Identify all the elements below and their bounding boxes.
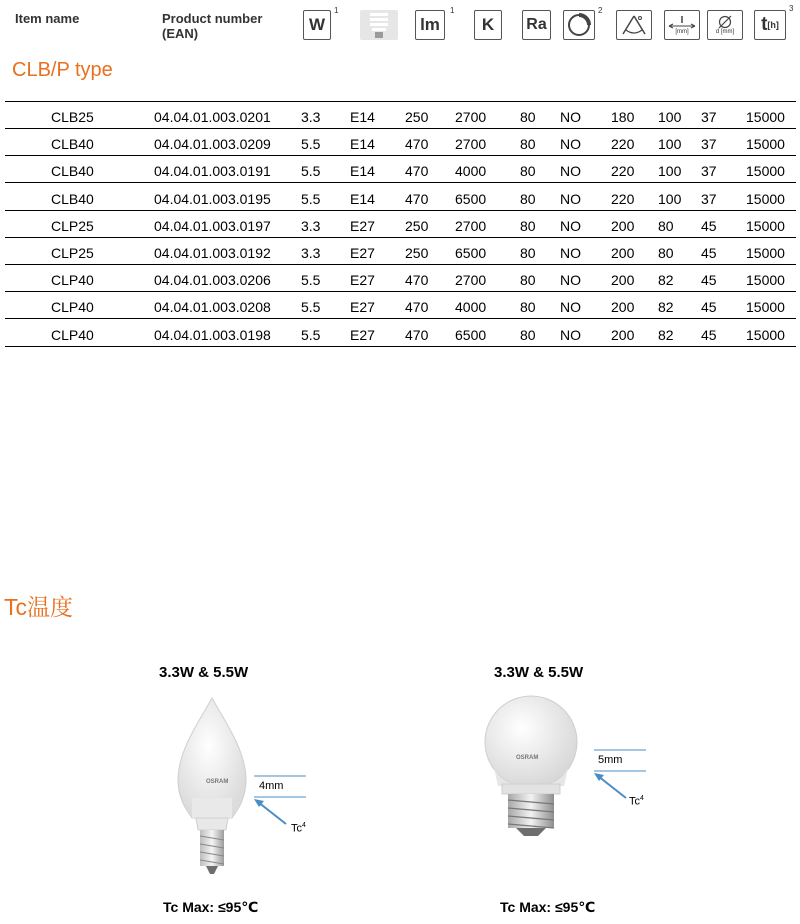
length-cell: 82 xyxy=(658,272,674,289)
watt-cell: 5.5 xyxy=(301,326,321,343)
base-cell: E27 xyxy=(350,245,375,261)
ra-cell: 80 xyxy=(520,326,536,343)
distance-label-ball: 5mm xyxy=(598,754,623,766)
diameter-cell: 45 xyxy=(701,272,717,289)
item-name-cell: CLB40 xyxy=(51,163,94,180)
length-cell: 80 xyxy=(658,245,674,261)
diameter-cell: 37 xyxy=(701,109,717,125)
kelvin-cell: 4000 xyxy=(455,299,487,316)
base-cell: E27 xyxy=(350,299,375,316)
length-cell: 100 xyxy=(658,109,682,125)
section-title-tc: Tc温度 xyxy=(4,594,73,620)
lifetime-cell: 15000 xyxy=(746,190,785,207)
ean-cell: 04.04.01.003.0197 xyxy=(154,217,271,234)
diameter-cell: 45 xyxy=(701,217,717,234)
table-row xyxy=(5,211,796,238)
length-cell: 100 xyxy=(658,190,682,207)
beam-angle-cell: 220 xyxy=(611,163,635,180)
tc-max-candle: Tc Max: ≤95℃ xyxy=(163,899,259,915)
kelvin-cell: 6500 xyxy=(455,326,487,343)
lumen-cell: 470 xyxy=(405,326,429,343)
table-row xyxy=(5,320,796,347)
item-name-cell: CLB25 xyxy=(51,109,94,125)
lumen-cell: 470 xyxy=(405,163,429,180)
table-row xyxy=(5,156,796,183)
item-name-header: Item name xyxy=(15,11,80,26)
base-cell: E27 xyxy=(350,326,375,343)
brand-logo-candle: OSRAM xyxy=(206,779,229,785)
lumen-cell: 470 xyxy=(405,190,429,207)
lumen-icon: lm xyxy=(415,10,445,40)
watt-cell: 3.3 xyxy=(301,245,321,261)
kelvin-cell: 2700 xyxy=(455,109,487,125)
watt-cell: 5.5 xyxy=(301,190,321,207)
lumen-cell: 470 xyxy=(405,272,429,289)
lumen-cell: 250 xyxy=(405,217,429,234)
beam-angle-icon xyxy=(616,10,652,40)
item-name-cell: CLP40 xyxy=(51,299,94,316)
table-row xyxy=(5,238,796,265)
lifetime-cell: 15000 xyxy=(746,326,785,343)
ean-cell: 04.04.01.003.0191 xyxy=(154,163,271,180)
dimmable-cell: NO xyxy=(560,217,581,234)
dimmable-cell: NO xyxy=(560,272,581,289)
dimmable-footnote: 2 xyxy=(598,6,603,15)
diameter-icon: d [mm] xyxy=(707,10,743,40)
beam-angle-cell: 200 xyxy=(611,326,635,343)
ra-cell: 80 xyxy=(520,299,536,316)
section-title-clbp: CLB/P type xyxy=(12,59,113,81)
lumen-cell: 250 xyxy=(405,109,429,125)
beam-angle-cell: 180 xyxy=(611,109,635,125)
tc-label-candle: Tc$^4$ xyxy=(291,822,306,835)
diameter-cell: 37 xyxy=(701,163,717,180)
watt-cell: 3.3 xyxy=(301,217,321,234)
dimmable-cell: NO xyxy=(560,109,581,125)
lifetime-cell: 15000 xyxy=(746,109,785,125)
diameter-cell: 45 xyxy=(701,245,717,261)
ean-cell: 04.04.01.003.0198 xyxy=(154,326,271,343)
base-cell: E14 xyxy=(350,136,375,153)
length-cell: 82 xyxy=(658,299,674,316)
dimmable-cell: NO xyxy=(560,326,581,343)
lumen-footnote: 1 xyxy=(450,6,455,15)
product-number-label: Product number xyxy=(162,11,263,26)
ean-cell: 04.04.01.003.0209 xyxy=(154,136,271,153)
table-row xyxy=(5,102,796,129)
watt-footnote: 1 xyxy=(334,6,339,15)
diameter-cell: 45 xyxy=(701,299,717,316)
beam-angle-cell: 200 xyxy=(611,299,635,316)
watt-icon: W xyxy=(303,10,331,40)
lifetime-cell: 15000 xyxy=(746,299,785,316)
lumen-cell: 250 xyxy=(405,245,429,261)
base-cell: E27 xyxy=(350,272,375,289)
length-cell: 100 xyxy=(658,136,682,153)
item-name-cell: CLP40 xyxy=(51,272,94,289)
length-cell: 82 xyxy=(658,326,674,343)
lifetime-cell: 15000 xyxy=(746,136,785,153)
ra-cell: 80 xyxy=(520,109,536,125)
lifetime-icon: t [h] xyxy=(754,10,786,40)
ra-icon: Ra xyxy=(522,10,551,40)
ean-label: (EAN) xyxy=(162,26,199,41)
ean-cell: 04.04.01.003.0195 xyxy=(154,190,271,207)
kelvin-cell: 4000 xyxy=(455,163,487,180)
ra-cell: 80 xyxy=(520,136,536,153)
table-row xyxy=(5,292,796,319)
ra-cell: 80 xyxy=(520,217,536,234)
candle-bulb-figure xyxy=(150,690,330,880)
kelvin-cell: 6500 xyxy=(455,245,487,261)
ra-cell: 80 xyxy=(520,163,536,180)
kelvin-cell: 6500 xyxy=(455,190,487,207)
watt-cell: 5.5 xyxy=(301,272,321,289)
ra-cell: 80 xyxy=(520,245,536,261)
watt-cell: 3.3 xyxy=(301,109,321,125)
diameter-cell: 37 xyxy=(701,190,717,207)
lumen-cell: 470 xyxy=(405,299,429,316)
watt-cell: 5.5 xyxy=(301,299,321,316)
length-icon: [mm] xyxy=(664,10,700,40)
base-cell: E27 xyxy=(350,217,375,234)
beam-angle-cell: 200 xyxy=(611,272,635,289)
ball-bulb-figure xyxy=(480,688,660,848)
tc-max-ball: Tc Max: ≤95℃ xyxy=(500,899,596,915)
lifetime-footnote: 3 xyxy=(789,4,794,13)
lumen-cell: 470 xyxy=(405,136,429,153)
diameter-cell: 45 xyxy=(701,326,717,343)
kelvin-cell: 2700 xyxy=(455,136,487,153)
table-row xyxy=(5,265,796,292)
item-name-cell: CLB40 xyxy=(51,136,94,153)
item-name-cell: CLP25 xyxy=(51,217,94,234)
length-cell: 100 xyxy=(658,163,682,180)
ean-cell: 04.04.01.003.0206 xyxy=(154,272,271,289)
product-number-header xyxy=(162,11,262,41)
ra-cell: 80 xyxy=(520,190,536,207)
beam-angle-cell: 200 xyxy=(611,217,635,234)
base-cell: E14 xyxy=(350,190,375,207)
lamp-icon xyxy=(360,10,398,40)
kelvin-cell: 2700 xyxy=(455,217,487,234)
watt-cell: 5.5 xyxy=(301,136,321,153)
watt-cell: 5.5 xyxy=(301,163,321,180)
ean-cell: 04.04.01.003.0201 xyxy=(154,109,271,125)
dimmable-cell: NO xyxy=(560,190,581,207)
length-cell: 80 xyxy=(658,217,674,234)
lifetime-cell: 15000 xyxy=(746,163,785,180)
brand-logo-ball: OSRAM xyxy=(516,755,539,761)
diameter-cell: 37 xyxy=(701,136,717,153)
lifetime-cell: 15000 xyxy=(746,217,785,234)
figure-caption-candle: 3.3W & 5.5W xyxy=(159,664,249,681)
dimmable-cell: NO xyxy=(560,245,581,261)
beam-angle-cell: 200 xyxy=(611,245,635,261)
beam-angle-cell: 220 xyxy=(611,136,635,153)
item-name-cell: CLB40 xyxy=(51,190,94,207)
dimmable-cell: NO xyxy=(560,299,581,316)
dimmable-cell: NO xyxy=(560,163,581,180)
beam-angle-cell: 220 xyxy=(611,190,635,207)
base-cell: E14 xyxy=(350,109,375,125)
dimmable-cell: NO xyxy=(560,136,581,153)
lifetime-cell: 15000 xyxy=(746,245,785,261)
base-cell: E14 xyxy=(350,163,375,180)
item-name-cell: CLP40 xyxy=(51,326,94,343)
dimmable-icon xyxy=(563,10,595,40)
ean-cell: 04.04.01.003.0208 xyxy=(154,299,271,316)
figure-caption-ball: 3.3W & 5.5W xyxy=(494,664,584,681)
distance-label-candle: 4mm xyxy=(259,780,284,792)
ean-cell: 04.04.01.003.0192 xyxy=(154,245,271,261)
table-row xyxy=(5,184,796,211)
item-name-cell: CLP25 xyxy=(51,245,94,261)
ra-cell: 80 xyxy=(520,272,536,289)
kelvin-cell: 2700 xyxy=(455,272,487,289)
kelvin-icon: K xyxy=(474,10,502,40)
lifetime-cell: 15000 xyxy=(746,272,785,289)
table-row xyxy=(5,129,796,156)
tc-label-ball: Tc$^4$ xyxy=(629,795,644,808)
